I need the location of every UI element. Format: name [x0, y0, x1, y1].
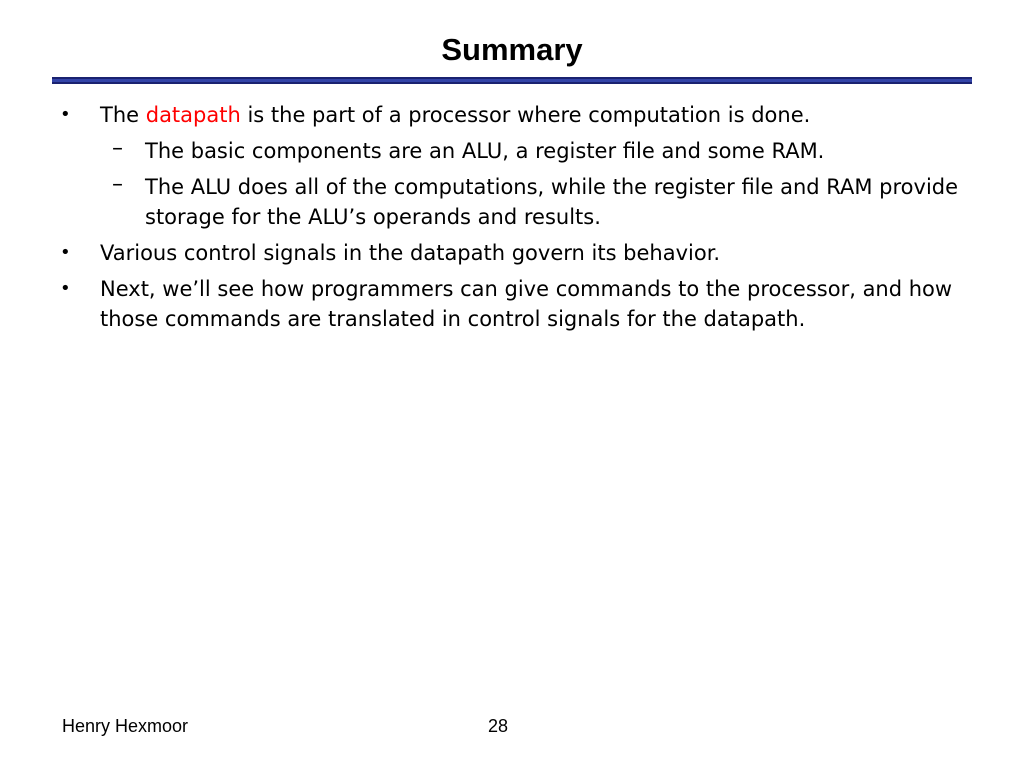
footer-author: Henry Hexmoor	[62, 716, 189, 736]
bullet-marker: •	[60, 104, 71, 125]
dash-marker: –	[112, 172, 123, 197]
bullet-item-next	[60, 274, 960, 334]
bullet-marker: •	[60, 242, 71, 263]
sub-bullet-text: The basic components are an ALU, a register file and some RAM.	[145, 139, 825, 163]
bullet-marker: •	[60, 278, 71, 299]
dash-marker: –	[112, 136, 123, 161]
keyword-datapath: datapath	[145, 103, 241, 127]
bullet-text-prefix: The	[100, 103, 146, 127]
sub-bullet-text: The ALU does all of the computations, while the register file and RAM provide storage for the ALU’s operands and results.	[145, 175, 959, 229]
bullet-text-suffix: is the part of a processor where computation is done.	[240, 103, 811, 127]
title-divider	[52, 77, 972, 84]
bullet-list	[60, 100, 960, 340]
slide-title: Summary	[441, 32, 583, 67]
sub-bullet-alu	[60, 172, 960, 232]
bullet-text: Next, we’ll see how programmers can give commands to the processor, and how those commands are translated in control signals for the datapath.	[100, 277, 953, 331]
bullet-item-control-signals	[60, 238, 960, 268]
bullet-text: Various control signals in the datapath govern its behavior.	[100, 241, 721, 265]
footer-page-number: 28	[488, 716, 509, 736]
sub-bullet-components	[60, 136, 960, 166]
bullet-item-datapath	[60, 100, 960, 130]
